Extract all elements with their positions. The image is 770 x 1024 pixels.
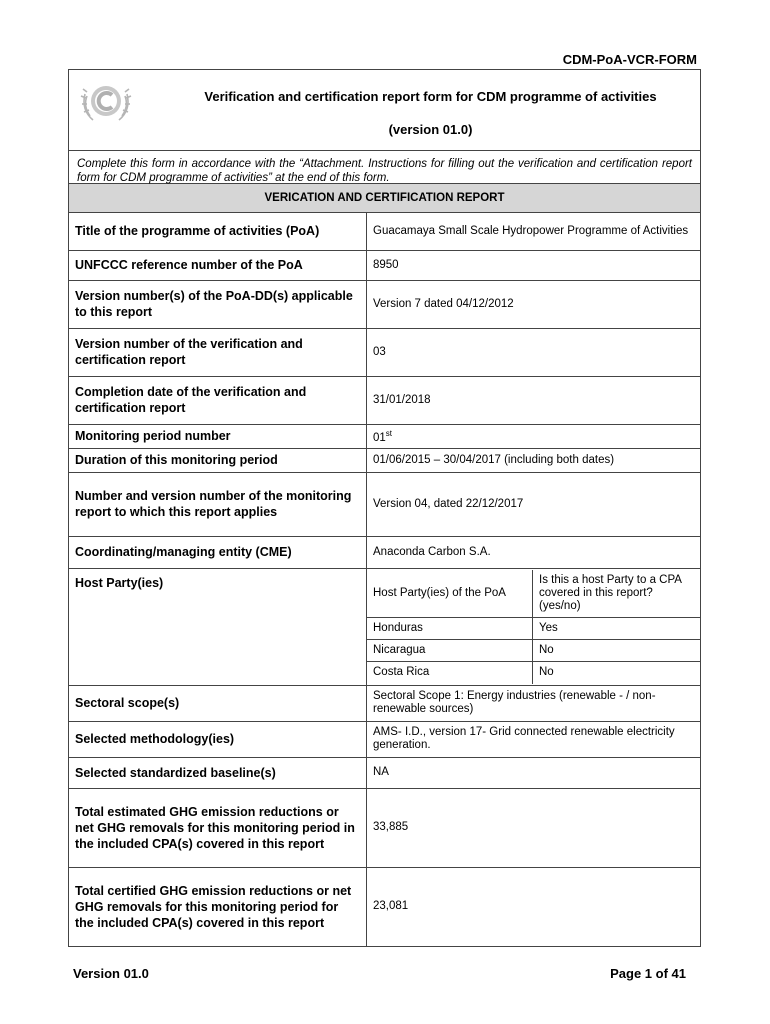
table-row <box>69 757 700 788</box>
row-value: 33,885 <box>367 788 701 867</box>
report-table <box>69 213 700 947</box>
host-table-header <box>367 570 700 618</box>
host-parties-cell <box>367 568 701 685</box>
table-row <box>69 250 700 280</box>
table-row <box>69 472 700 536</box>
row-value: Guacamaya Small Scale Hydropower Programme of Activities <box>367 213 701 250</box>
host-party: Honduras <box>367 618 533 640</box>
table-row <box>69 721 700 757</box>
table-row <box>69 685 700 721</box>
table-row <box>69 536 700 568</box>
row-label: Monitoring period number <box>69 424 367 448</box>
form-code: CDM-PoA-VCR-FORM <box>562 52 697 67</box>
row-label: Total estimated GHG emission reductions or net GHG removals for this monitoring period in the included CPA(s) covered in this report <box>69 788 367 867</box>
row-value: Version 04, dated 22/12/2017 <box>367 472 701 536</box>
row-value: Sectoral Scope 1: Energy industries (renewable - / non-renewable sources) <box>367 685 701 721</box>
host-col-header: Host Party(ies) of the PoA <box>367 570 533 618</box>
row-value: 31/01/2018 <box>367 376 701 424</box>
table-row <box>69 280 700 328</box>
row-value <box>367 424 701 448</box>
ordinal-suffix: st <box>385 429 393 439</box>
row-label: Host Party(ies) <box>69 568 367 685</box>
host-answer: No <box>539 666 554 679</box>
row-label: Coordinating/managing entity (CME) <box>69 536 367 568</box>
table-row <box>69 328 700 376</box>
row-value: AMS- I.D., version 17- Grid connected renewable electricity generation. <box>367 721 701 757</box>
unfccc-logo-icon <box>77 76 135 126</box>
row-label: Version number(s) of the PoA-DD(s) applicable to this report <box>69 280 367 328</box>
host-answer: Yes <box>533 618 701 640</box>
row-label: Total certified GHG emission reductions or net GHG removals for this monitoring period for the included CPA(s) covered in this report <box>69 867 367 946</box>
row-value: 03 <box>367 328 701 376</box>
footer-version: Version 01.0 <box>73 966 149 981</box>
table-row <box>69 788 700 867</box>
host-party: Costa Rica <box>367 662 533 684</box>
table-row <box>69 376 700 424</box>
row-label: Duration of this monitoring period <box>69 448 367 472</box>
table-row <box>69 568 700 685</box>
section-title: VERICATION AND CERTIFICATION REPORT <box>69 184 700 213</box>
host-col-header: Is this a host Party to a CPA covered in this report?(yes/no) <box>533 570 701 618</box>
report-form <box>68 69 701 947</box>
row-label: Version number of the verification and certification report <box>69 328 367 376</box>
row-value: 01/06/2015 – 30/04/2017 (including both dates) <box>367 448 701 472</box>
row-value: 8950 <box>367 250 701 280</box>
table-row <box>367 618 700 640</box>
page-number: Page 1 of 41 <box>610 966 686 981</box>
row-label: Sectoral scope(s) <box>69 685 367 721</box>
row-value: Anaconda Carbon S.A. <box>367 536 701 568</box>
row-label: Selected methodology(ies) <box>69 721 367 757</box>
row-label: Completion date of the verification and certification report <box>69 376 367 424</box>
form-version: (version 01.0) <box>388 122 473 137</box>
row-label: UNFCCC reference number of the PoA <box>69 250 367 280</box>
host-parties-table <box>367 570 700 684</box>
host-answer: No <box>533 640 701 662</box>
form-title: Verification and certification report form for CDM programme of activities <box>204 89 657 104</box>
row-label: Selected standardized baseline(s) <box>69 757 367 788</box>
table-row <box>367 662 700 684</box>
host-party: Nicaragua <box>367 640 533 662</box>
row-label: Title of the programme of activities (PoA) <box>69 213 367 250</box>
row-value: NA <box>367 757 701 788</box>
table-row <box>69 448 700 472</box>
table-row <box>69 213 700 250</box>
table-row <box>69 867 700 946</box>
form-instructions: Complete this form in accordance with the “Attachment. Instructions for filling out the verification and certification report form for CDM programme of activities” at the end of this form. <box>69 151 700 184</box>
row-value: 23,081 <box>367 867 701 946</box>
table-row <box>367 640 700 662</box>
table-row <box>69 424 700 448</box>
row-label: Number and version number of the monitoring report to which this report applies <box>69 472 367 536</box>
form-header <box>69 70 700 151</box>
monitoring-period-number: 01 <box>373 431 386 444</box>
row-value: Version 7 dated 04/12/2012 <box>367 280 701 328</box>
